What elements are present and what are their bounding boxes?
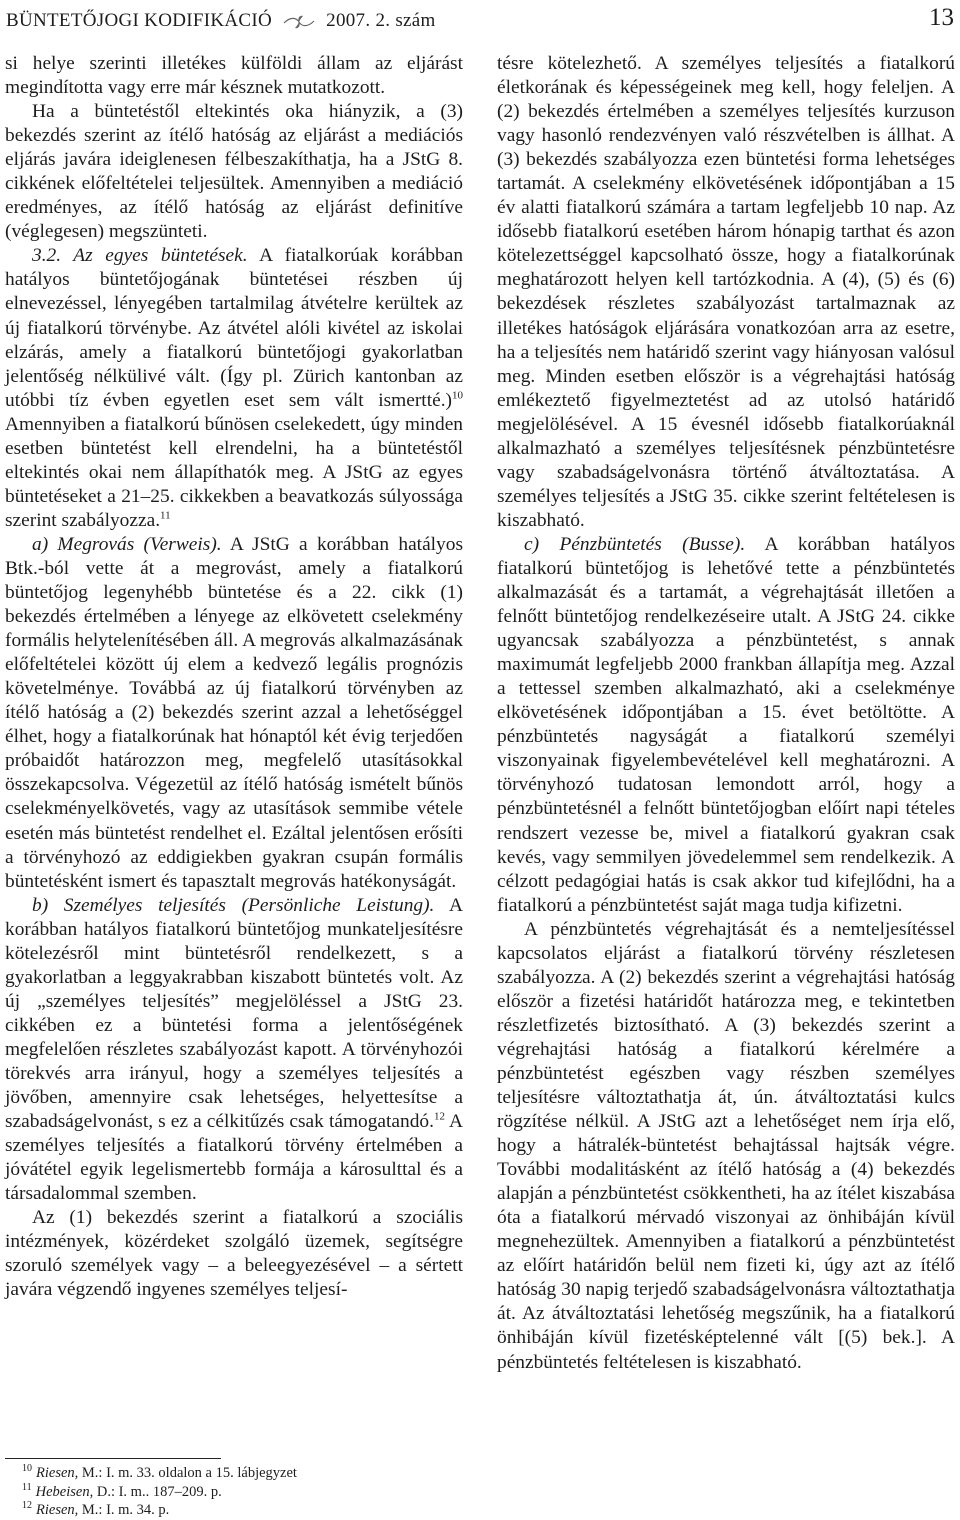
- left-column: [5, 52, 463, 1302]
- section-paragraph: [5, 244, 463, 533]
- paragraph: Az (1) bekezdés szerint a fiatalkorú a szociális intézmények, közérdeket szolgáló üzemek, segítségre szoruló személyek vagy – a beleegyezésével – a sértett javára végzendő ingyenes személyes teljesí-: [5, 1207, 463, 1301]
- running-title-line: [6, 6, 436, 35]
- paragraph-text: A fiatalkorúak korábban hatályos büntetőjogának büntetései részben új elnevezéssel, lényegében tartalmilag átvételre kerültek az új fiatalkorú törvénybe. Az átvétel alóli kivétel az iskolai elzárás, amely a fiatalkorú büntetőjogi gyakorlatban jelentőség nélkülivé vált. (Így pl. Zürich kantonban az utóbbi tíz évben egyetlen eset sem vált ismertté.): [5, 245, 464, 411]
- paragraph-text: A korábban hatályos fiatalkorú büntetőjog munkateljesítésre kötelezésről mint büntetésről rendelkezett, s a gyakorlatban a leggyakrabban kiszabott büntetés volt. Az új „személyes teljesítés” megjelöléssel a JStG 23. cikkében ez a büntetési forma a jelentőségének megfelelően részletes szabályozást kapott. A törvényhozói törekvés arra irányul, hogy a személyes teljesítés a jövőben, amennyire csak lehetséges, helyettesítse a szabadságelvonást, s ez a célkitűzés csak támogatandó.: [5, 894, 464, 1133]
- issue-label: 2007. 2. szám: [326, 10, 436, 31]
- paragraph-text: A JStG a korábban hatályos Btk.-ból vette át a megrovást, amely a fiatalkorú büntetőjog legenyhébb büntetése és a 22. cikk (1) bekezdés értelmében a lényege az elkövetett cselekmény formális helytelenítésében áll. A megrovás alkalmazásának előfeltételei között új elem a kedvező legális prognózis követelménye. Továbbá az új fiatalkorú törvényben az ítélő hatóság a (2) bekezdés szerint azzal a lehetőséggel élhet, hogy a fiatalkorúnak hat hónaptól két évig terjedően próbaidőt határozzon meg, megfelelő utasításokkal összekapcsolva. Végezetül az ítélő hatóság ismételt bűnös cselekményelkövetés, vagy az utasítások semmibe vétele esetén más büntetést rendelhet el. Ezáltal jelentősen erősíti a törvényhozó az eddigiekben gyakran csupán formális büntetésként ismert és tapasztalt megrovás hatékonyságát.: [5, 533, 463, 892]
- paragraph: tésre kötelezhető. A személyes teljesítés a fiatalkorú életkorának és képességeinek meg kell, hogy feleljen. A (2) bekezdés értelmében a személyes teljesítés kurzuson vagy hasonló rendezvényen való részvételben is állhat. A (3) bekezdés szabályozza ezen büntetési forma lehetséges tartamát. A cselekmény elkövetésének időpontjában a 15 év alatti fiatalkorú számára a tartam legfeljebb 10 nap. Az idősebb fiatalkorú esetében három hónapig tarthat és azon kötelezettséggel kapcsolható össze, hogy a fiatalkorúnak meghatározott helyen kell tartózkodnia. A (4), (5) és (6) bekezdések részletes szabályozást tartalmaznak az illetékes hatóságok eljárására vonatkozóan arra az esetre, ha a teljesítés nem határidő szerint vagy hiányosan valósul meg. Minden esetben először is a végrehajtási hatóság emlékeztető figyelmeztetést ad az utolsó határidő megjelölésével. A 15 évesnél idősebb fiatalkorúaknál alkalmazható a személyes teljesítésnek pénzbüntetésre vagy szabadságelvonásra történő átváltoztatása. A személyes teljesítés a JStG 35. cikke szerint feltételesen is kiszabható.: [497, 53, 955, 531]
- section-paragraph: [497, 533, 955, 918]
- subsection-heading: a) Megrovás (Verweis).: [32, 533, 222, 555]
- footnote-number: 10: [22, 1463, 32, 1475]
- footnotes: [22, 1464, 297, 1520]
- footnote: [22, 1501, 297, 1520]
- footnote-ref: 12: [433, 1110, 445, 1123]
- section-paragraph: [5, 533, 463, 894]
- paragraph: si helye szerinti illetékes külföldi állam az eljárást megindította vagy erre már késznek mutatkozott.: [5, 53, 463, 99]
- section-heading: 3.2. Az egyes büntetések.: [32, 245, 248, 267]
- paragraph: A pénzbüntetés végrehajtását és a nemteljesítéssel kapcsolatos eljárást a fiatalkorú törvény részletesen szabályozza. A (2) bekezdés szerint a végrehajtási hatóság először a fizetési határidőt határozza meg, e tekintetben részletfizetés biztosítható. A (3) bekezdés szerint a végrehajtási hatóság a fiatalkorú kérelmére a pénzbüntetést egészben vagy részben személyes teljesítésre változtathatja át, ún. átváltoztatási kulcs rögzítése nélkül. A JStG azt a lehetőséget nem írja elő, hogy a hátralék-büntetést behajtással hajtsák végre. További modalitásként az ítélő hatóság a (4) bekezdés alapján a pénzbüntetést csökkentheti, ha az ítélet kiszabása óta a fiatalkorú mérvadó viszonyai az önhibáján kívül megnehezültek. Amennyiben a fiatalkorú a pénzbüntetést az előírt határidőn belül nem fizeti ki, úgy azt az ítélő hatóság 30 napig terjedő szabadságelvonásra változtathatja át. Az átváltoztatási lehetőség megszűnik, ha a fiatalkorú önhibáján kívül fizetésképtelenné vált [(5) bek.]. A pénzbüntetés feltételesen is kiszabható.: [497, 918, 955, 1373]
- footnote-ref: 10: [452, 389, 463, 402]
- section-paragraph: [5, 894, 463, 1207]
- paragraph-text: Amennyiben a fiatalkorú bűnösen cselekedett, úgy minden esetben büntetést kell elrendelni, ha a büntetéstől eltekintés okai nem állapíthatók meg. A JStG az egyes büntetéseket a 21–25. cikkekben a beavatkozás súlyossága szerint szabályozza.: [5, 413, 463, 531]
- footnote-number: 11: [22, 1481, 32, 1493]
- subsection-heading: b) Személyes teljesítés (Persönliche Leistung).: [32, 894, 435, 916]
- footnote-text: D.: I. m.. 187–209. p.: [93, 1483, 222, 1500]
- footnote: [22, 1483, 297, 1502]
- footnote-text: M.: I. m. 34. p.: [78, 1502, 170, 1519]
- footnote-number: 12: [22, 1500, 32, 1512]
- running-title: BÜNTETŐJOGI KODIFIKÁCIÓ: [6, 10, 273, 31]
- fleuron-ornament-icon: [277, 6, 321, 34]
- footnote-author: Riesen,: [36, 1465, 79, 1481]
- paragraph-text: A személyes teljesítés a fiatalkorú törvény értelmében a jóvátétel egyik legelismertebb formája a károsulttal és a társadalommal szemben.: [5, 1111, 463, 1205]
- paragraph: Ha a büntetéstől eltekintés oka hiányzik, a (3) bekezdés szerint az ítélő hatóság az eljárást a mediációs eljárás javára ideiglenesen félbeszakíthatja, ha a JStG 8. cikkének előfeltételei teljesültek. Amennyiben a mediáció eredményes, az ítélő hatóság az eljárást definitíve (véglegesen) megszünteti.: [5, 101, 463, 243]
- right-column: [497, 52, 955, 1375]
- footnote-text: M.: I. m. 33. oldalon a 15. lábjegyzet: [78, 1465, 297, 1481]
- running-header: [6, 4, 954, 38]
- footnote-author: Riesen,: [36, 1502, 79, 1519]
- paragraph-text: A korábban hatályos fiatalkorú büntetőjog is lehetővé tette a pénzbüntetés alkalmazását és a tartamát, a végrehajtását illetően a felnőtt büntetőjog rendelkezéseire utalt. A JStG 24. cikke ugyancsak szabályozza a pénzbüntetést, s annak maximumát legfeljebb 2000 frankban állapítja meg. Azzal a tettessel szemben alkalmazható, aki a cselekménye elkövetésének időpontjában a 15. évet betöltötte. A pénzbüntetés nagyságát a fiatalkorú személyi viszonyainak figyelembevételével kell meghatározni. A törvényhozó tudatosan lemondott arról, hogy a pénzbüntetésnél a felnőtt büntetőjogban előírt napi tételes rendszert vezesse be, mivel a fiatalkorú gyakran csak kevés, vagy semmilyen jövedelemmel sem rendelkezik. A célzott pedagógiai hatás is csak akkor tud kifejlődni, ha a fiatalkorú a pénzbüntetést saját maga tudja kifizetni.: [497, 533, 955, 916]
- footnote-divider: [5, 1458, 221, 1459]
- page-number: 13: [929, 4, 954, 31]
- footnote: [22, 1464, 297, 1483]
- subsection-heading: c) Pénzbüntetés (Busse).: [524, 533, 746, 555]
- footnote-ref: 11: [160, 509, 171, 522]
- footnote-author: Hebeisen,: [35, 1483, 94, 1500]
